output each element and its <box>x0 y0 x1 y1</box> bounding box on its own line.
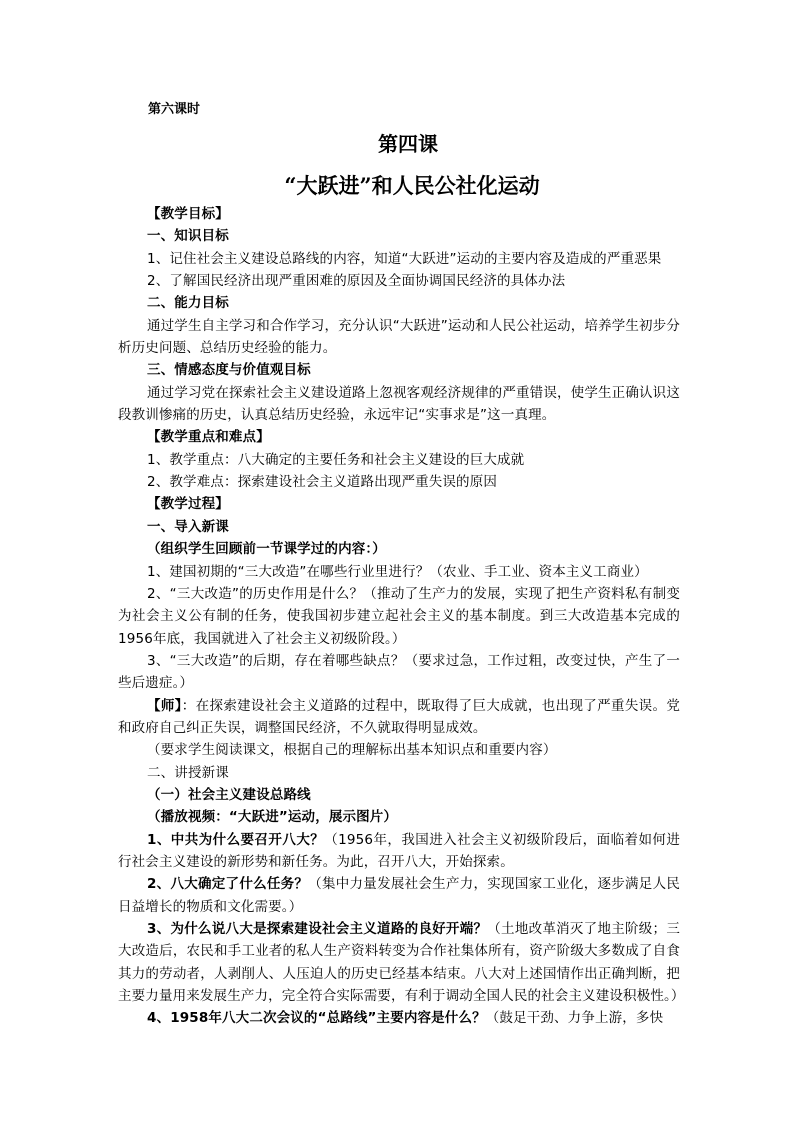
emotion-text: 通过学习党在探索社会主义建设道路上忽视客观经济规律的严重错误，使学生正确认识这段教训惨痛的历史，认真总结历史经验，永远牢记“实事求是”这一真理。 <box>118 384 680 424</box>
ability-text: 通过学生自主学习和合作学习，充分认识“大跃进”运动和人民公社运动，培养学生初步分析历史问题、总结历史经验的能力。 <box>118 317 680 357</box>
page-subtitle: “大跃进”和人民公社化运动 <box>284 173 540 198</box>
point-1 <box>118 829 680 874</box>
point-4-answer: （鼓足干劲、力争上游，多快 <box>485 1010 664 1027</box>
point-2-answer: （集中力量发展社会生产力，实现国家工业化，逐步满足人民日益增长的物质和文化需要。） <box>118 876 680 915</box>
teacher-label: 【师】 <box>147 697 182 714</box>
lesson-label: 第六课时 <box>148 102 201 117</box>
question-2: 2、“三大改造”的历史作用是什么？（推动了生产力的发展，实现了把生产资料私有制变为社会主义公有制的任务，使我国初步建立起社会主义的基本制度。到三大改造基本完成的1956年底，我国就进入了社会主义初级阶段。） <box>118 585 680 647</box>
knowledge-item-1: 1、记住社会主义建设总路线的内容，知道“大跃进”运动的主要内容及造成的严重恶果 <box>147 250 662 267</box>
section1-heading: （一）社会主义建设总路线 <box>147 786 311 803</box>
goals-heading: 【教学目标】 <box>147 206 229 222</box>
point-3 <box>118 918 685 1007</box>
teach-heading: 二、讲授新课 <box>147 764 229 781</box>
key-point: 1、教学重点：八大确定的主要任务和社会主义建设的巨大成就 <box>147 451 525 468</box>
question-3: 3、“三大改造”的后期，存在着哪些缺点？（要求过急，工作过粗，改变过快，产生了一些后遗症。） <box>118 652 680 692</box>
point-1-question: 1、中共为什么要召开八大？ <box>147 831 325 848</box>
intro-heading: 一、导入新课 <box>147 518 229 535</box>
video-note: （播放视频：“大跃进”运动，展示图片） <box>147 809 398 826</box>
point-2-question: 2、八大确定了什么任务？ <box>147 876 309 893</box>
emotion-heading: 三、情感态度与价值观目标 <box>147 362 311 379</box>
page-title: 第四课 <box>378 132 438 156</box>
knowledge-heading: 一、知识目标 <box>147 228 229 245</box>
difficult-point: 2、教学难点：探索建设社会主义道路出现严重失误的原因 <box>147 474 497 491</box>
teacher-text: ：在探索建设社会主义道路的过程中，既取得了巨大成就，也出现了严重失误。党和政府自己纠正失误，调整国民经济，不久就取得明显成效。 <box>118 697 681 736</box>
teacher-paragraph <box>118 695 680 740</box>
process-heading: 【教学过程】 <box>147 496 229 513</box>
intro-note: （组织学生回顾前一节课学过的内容：） <box>147 541 386 558</box>
key-heading: 【教学重点和难点】 <box>147 429 270 446</box>
point-4 <box>118 1007 680 1029</box>
document-body <box>118 203 685 1030</box>
knowledge-item-2: 2、了解国民经济出现严重困难的原因及全面协调国民经济的具体办法 <box>147 273 566 290</box>
ability-heading: 二、能力目标 <box>147 295 229 312</box>
point-1-answer: （1956年，我国进入社会主义初级阶段后，面临着如何进行社会主义建设的新形势和新任务。为此，召开八大，开始探索。 <box>118 831 681 870</box>
point-3-question: 3、为什么说八大是探索建设社会主义道路的良好开端？ <box>147 921 488 937</box>
point-3-answer: （土地改革消灭了地主阶级；三大改造后，农民和手工业者的私人生产资料转变为合作社集体所有，资产阶级大多数成了自食其力的劳动者，人剥削人、人压迫人的历史已经基本结束。八大对上述国情作出正确判断，把主要力量用来发展生产力，完全符合实际需要，有利于调动全国人民的社会主义建设积极性。） <box>118 921 685 1005</box>
reading-note: （要求学生阅读课文，根据自己的理解标出基本知识点和重要内容） <box>147 742 557 759</box>
point-4-question: 4、1958年八大二次会议的“总路线”主要内容是什么？ <box>147 1010 486 1027</box>
question-1: 1、建国初期的“三大改造”在哪些行业里进行？（农业、手工业、资本主义工商业） <box>147 563 648 580</box>
point-2 <box>118 873 680 918</box>
